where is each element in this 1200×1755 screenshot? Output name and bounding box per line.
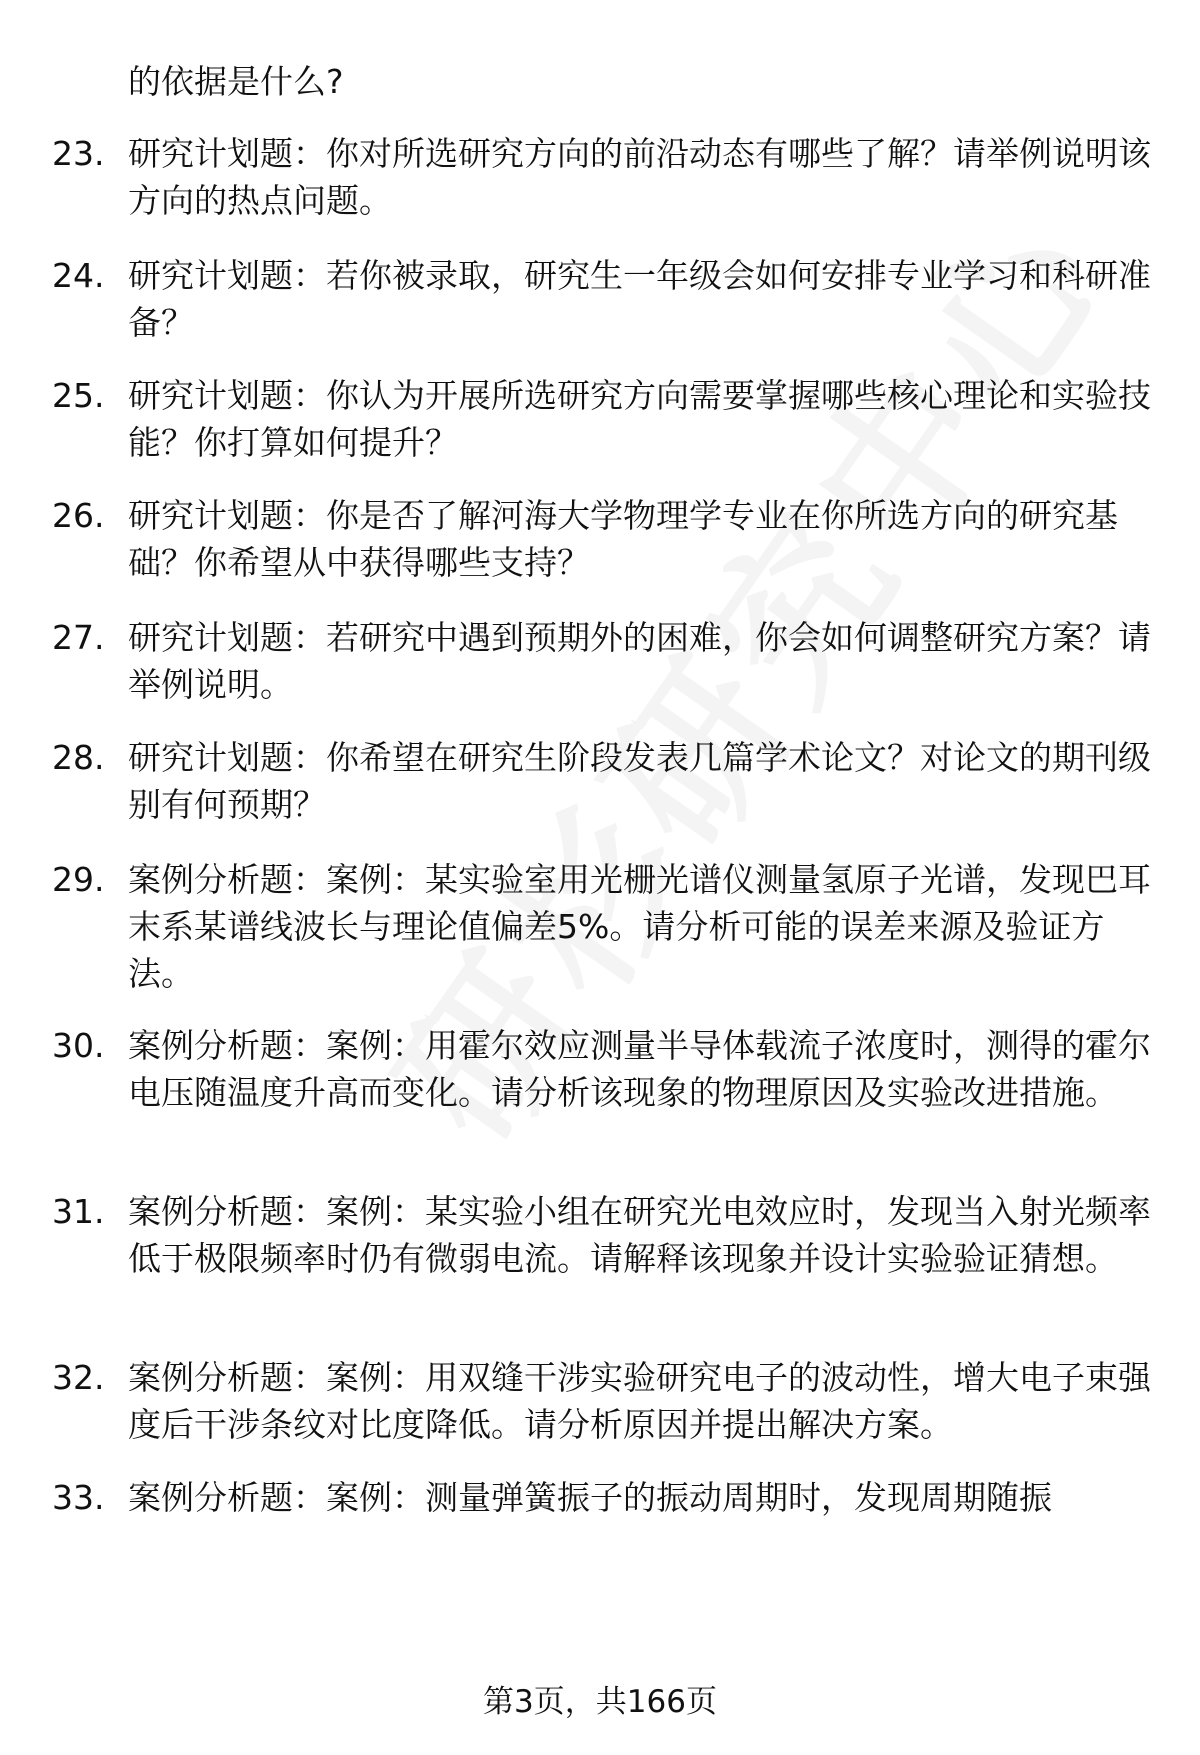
item-number: 32.: [52, 1358, 105, 1397]
list-item: [52, 856, 1162, 997]
item-text: 研究计划题：你希望在研究生阶段发表几篇学术论文？对论文的期刊级别有何预期？: [128, 738, 1151, 824]
item-number: 25.: [52, 376, 105, 415]
item-text: 研究计划题：若你被录取，研究生一年级会如何安排专业学习和科研准备？: [128, 256, 1151, 342]
list-item: [52, 252, 1162, 346]
item-text: 研究计划题：你是否了解河海大学物理学专业在你所选方向的研究基础？你希望从中获得哪些支持？: [128, 496, 1118, 582]
item-text: 案例分析题：案例：某实验小组在研究光电效应时，发现当入射光频率低于极限频率时仍有微弱电流。请解释该现象并设计实验验证猜想。: [128, 1192, 1151, 1278]
item-text: 案例分析题：案例：用双缝干涉实验研究电子的波动性，增大电子束强度后干涉条纹对比度降低。请分析原因并提出解决方案。: [128, 1358, 1151, 1444]
item-text: 案例分析题：案例：用霍尔效应测量半导体载流子浓度时，测得的霍尔电压随温度升高而变化。请分析该现象的物理原因及实验改进措施。: [128, 1026, 1151, 1112]
list-item: [52, 492, 1162, 586]
item-number: 27.: [52, 618, 105, 657]
item-text: 案例分析题：案例：测量弹簧振子的振动周期时，发现周期随振: [128, 1478, 1052, 1517]
list-item: [52, 1188, 1162, 1282]
item-number: 29.: [52, 860, 105, 899]
item-text: 研究计划题：你认为开展所选研究方向需要掌握哪些核心理论和实验技能？你打算如何提升？: [128, 376, 1151, 462]
list-item: [52, 1474, 1162, 1521]
list-item: [52, 1354, 1162, 1448]
continued-text: 的依据是什么?: [128, 62, 344, 101]
item-number: 31.: [52, 1192, 105, 1231]
list-item: [52, 372, 1162, 466]
item-number: 33.: [52, 1478, 105, 1517]
item-text: 研究计划题：若研究中遇到预期外的困难，你会如何调整研究方案？请举例说明。: [128, 618, 1151, 704]
list-item: [52, 614, 1162, 708]
item-number: 30.: [52, 1026, 105, 1065]
list-item: [52, 1022, 1162, 1116]
page-number: 第3页，共166页: [483, 1684, 717, 1720]
item-number: 26.: [52, 496, 105, 535]
item-number: 23.: [52, 134, 105, 173]
item-text: 研究计划题：你对所选研究方向的前沿动态有哪些了解？请举例说明该方向的热点问题。: [128, 134, 1151, 220]
list-item: [52, 130, 1162, 224]
item-text: 案例分析题：案例：某实验室用光栅光谱仪测量氢原子光谱，发现巴耳末系某谱线波长与理论值偏差5%。请分析可能的误差来源及验证方法。: [128, 860, 1151, 993]
item-number: 28.: [52, 738, 105, 777]
list-item: [52, 734, 1162, 828]
item-number: 24.: [52, 256, 105, 295]
